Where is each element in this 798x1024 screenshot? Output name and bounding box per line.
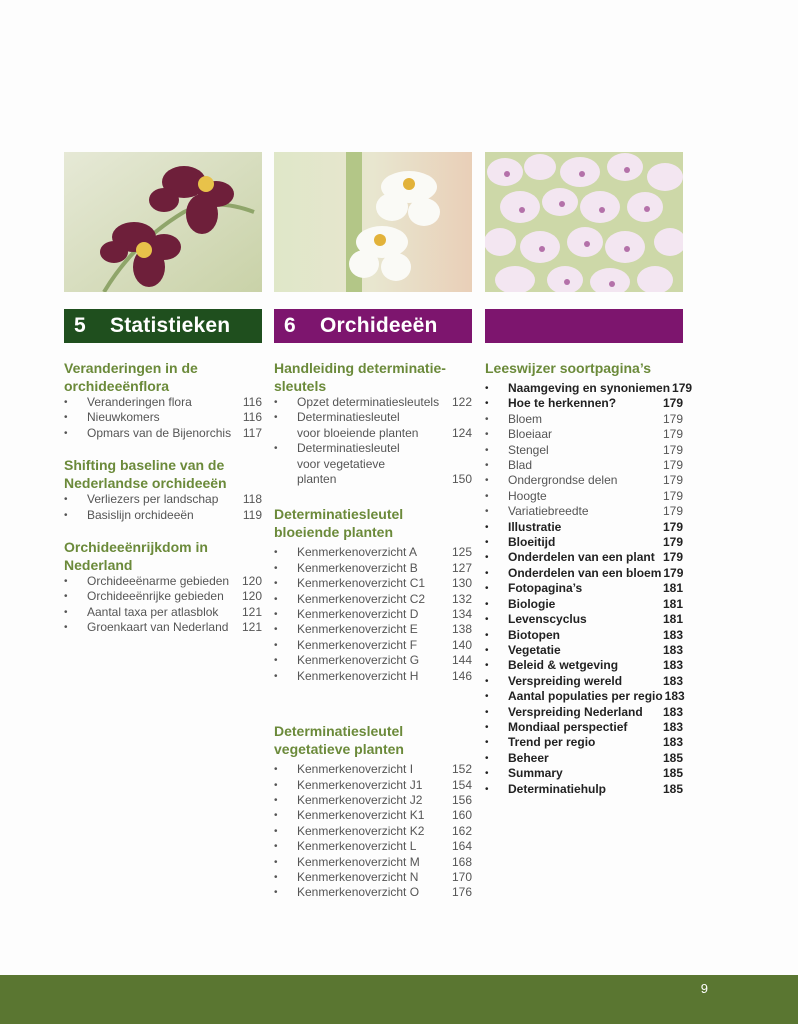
list-item[interactable]: • Kenmerkenoverzicht H 146 <box>274 668 472 683</box>
bullet: • <box>274 578 278 590</box>
list-item[interactable]: • Bloeitijd 179 <box>485 535 683 550</box>
list-item[interactable]: • Beleid & wetgeving 183 <box>485 658 683 673</box>
list-item[interactable]: • Vegetatie 183 <box>485 642 683 657</box>
list-item[interactable]: • Beheer 185 <box>485 750 683 765</box>
list-item[interactable]: • Kenmerkenoverzicht I 152 <box>274 762 472 777</box>
bullet: • <box>274 547 278 559</box>
photo-white-orchid <box>274 152 472 292</box>
bullet: • <box>274 443 278 455</box>
list-item[interactable]: • Naamgeving en synoniemen 179 <box>485 381 693 395</box>
bullet: • <box>274 593 278 605</box>
section-title[interactable]: Determinatiesleutel vegetatieve planten <box>274 723 404 758</box>
toc-section <box>485 359 693 797</box>
list-item[interactable]: • Kenmerkenoverzicht K2 162 <box>274 823 472 838</box>
chapter-band <box>274 309 472 343</box>
photo-dark-red-orchid <box>64 152 262 292</box>
bullet: • <box>274 624 278 636</box>
column-statistieken <box>64 152 262 636</box>
bullet: • <box>485 721 489 733</box>
bullet: • <box>274 856 278 868</box>
bullet: • <box>64 576 68 588</box>
list-item[interactable]: • Onderdelen van een bloem 179 <box>485 565 684 580</box>
chapter-number: 5 <box>74 314 86 337</box>
bullet: • <box>274 887 278 899</box>
bullet: • <box>64 494 68 506</box>
list-item[interactable]: • Illustratie 179 <box>485 519 683 534</box>
section-title[interactable]: Veranderingen in de orchideeënflora <box>64 360 198 394</box>
list-item[interactable]: • Determinatiesleutel voor bloeiende planten 124 <box>274 410 472 440</box>
list-item[interactable]: • Stengel 179 <box>485 442 683 457</box>
list-item[interactable]: • Basislijn orchideeën 119 <box>64 507 262 522</box>
list-item[interactable]: • Biologie 181 <box>485 596 683 611</box>
bullet: • <box>485 675 489 687</box>
list-item[interactable]: • Kenmerkenoverzicht N 170 <box>274 869 472 884</box>
column-leeswijzer <box>485 152 693 797</box>
bullet: • <box>64 622 68 634</box>
list-item[interactable]: • Orchideeënarme gebieden 120 <box>64 574 262 589</box>
list-item[interactable]: • Kenmerkenoverzicht D 134 <box>274 607 472 622</box>
bullet: • <box>485 691 489 703</box>
list-item[interactable]: • Ondergrondse delen 179 <box>485 473 683 488</box>
list-item[interactable]: • Kenmerkenoverzicht A 125 <box>274 545 472 560</box>
list-item[interactable]: • Orchideeënrijke gebieden 120 <box>64 589 262 604</box>
list-item[interactable]: • Fotopagina’s 181 <box>485 581 683 596</box>
list-item[interactable]: • Determinatiesleutel voor vegetatieve planten 150 <box>274 441 472 487</box>
list-item[interactable]: • Bloeiaar 179 <box>485 427 683 442</box>
list-item[interactable]: • Kenmerkenoverzicht F 140 <box>274 637 472 652</box>
bullet: • <box>485 475 489 487</box>
chapter-number: 6 <box>284 314 296 337</box>
list-item[interactable]: • Kenmerkenoverzicht E 138 <box>274 622 472 637</box>
bullet: • <box>64 412 68 424</box>
list-item[interactable]: • Determinatiehulp 185 <box>485 781 683 796</box>
bullet: • <box>485 552 489 564</box>
column-orchideeen <box>274 152 472 901</box>
list-item[interactable]: • Mondiaal perspectief 183 <box>485 719 683 734</box>
bullet: • <box>485 583 489 595</box>
list-item[interactable]: • Nieuwkomers 116 <box>64 410 262 425</box>
bullet: • <box>274 841 278 853</box>
bullet: • <box>274 794 278 806</box>
list-item[interactable]: • Bloem 179 <box>485 411 683 426</box>
section-title[interactable]: Shifting baseline van de Nederlandse orchideeën <box>64 457 227 492</box>
bullet: • <box>485 752 489 764</box>
list-item[interactable]: • Kenmerkenoverzicht J2 156 <box>274 792 472 807</box>
list-item[interactable]: • Kenmerkenoverzicht M 168 <box>274 854 472 869</box>
bullet: • <box>274 655 278 667</box>
list-item[interactable]: • Kenmerkenoverzicht C2 132 <box>274 591 472 606</box>
list-item[interactable]: • Onderdelen van een plant 179 <box>485 550 683 565</box>
photo-pink-spotted-orchid <box>485 152 683 292</box>
list-item[interactable]: • Kenmerkenoverzicht K1 160 <box>274 808 472 823</box>
chapter-band <box>485 309 683 343</box>
list-item[interactable]: • Verspreiding Nederland 183 <box>485 704 683 719</box>
bullet: • <box>274 810 278 822</box>
bullet: • <box>485 660 489 672</box>
bullet: • <box>485 614 489 626</box>
bullet: • <box>64 427 68 439</box>
list-item[interactable]: • Kenmerkenoverzicht G 144 <box>274 653 472 668</box>
section-title[interactable]: Handleiding determinatie-sleutels <box>274 360 446 394</box>
section-title[interactable]: Leeswijzer soortpagina’s <box>485 360 651 376</box>
list-item[interactable]: • Kenmerkenoverzicht L 164 <box>274 839 472 854</box>
toc-section <box>274 722 472 901</box>
page-footer <box>0 975 798 1024</box>
bullet: • <box>485 490 489 502</box>
bullet: • <box>485 768 489 780</box>
list-item[interactable]: • Aantal populaties per regio 183 <box>485 689 685 704</box>
list-item[interactable]: • Kenmerkenoverzicht B 127 <box>274 560 472 575</box>
bullet: • <box>274 779 278 791</box>
bullet: • <box>485 521 489 533</box>
list-item[interactable]: • Veranderingen flora 116 <box>64 395 262 409</box>
bullet: • <box>485 783 489 795</box>
bullet: • <box>485 444 489 456</box>
bullet: • <box>274 670 278 682</box>
bullet: • <box>485 460 489 472</box>
list-item[interactable]: • Biotopen 183 <box>485 627 683 642</box>
list-item[interactable]: • Opzet determinatiesleutels 122 <box>274 395 472 409</box>
leeswijzer-list <box>485 381 693 797</box>
chapter-band <box>64 309 262 343</box>
list-item[interactable]: • Hoe te herkennen? 179 <box>485 396 683 411</box>
list-item[interactable]: • Levenscyclus 181 <box>485 612 683 627</box>
list-item[interactable]: • Trend per regio 183 <box>485 735 683 750</box>
section-title[interactable]: Determinatiesleutel bloeiende planten <box>274 506 404 541</box>
list-item[interactable]: • Blad 179 <box>485 458 683 473</box>
bullet: • <box>485 398 489 410</box>
chapter-title: Orchideeën <box>320 314 438 337</box>
chapter-title: Statistieken <box>110 314 231 337</box>
list-item[interactable]: • Verspreiding wereld 183 <box>485 673 683 688</box>
bullet: • <box>274 764 278 776</box>
bullet: • <box>64 591 68 603</box>
section-title[interactable]: Orchideeënrijkdom in Nederland <box>64 539 208 574</box>
toc-section <box>64 538 262 636</box>
list-item[interactable]: • Aantal taxa per atlasblok 121 <box>64 604 262 619</box>
list-item[interactable]: • Kenmerkenoverzicht J1 154 <box>274 777 472 792</box>
list-item[interactable]: • Summary 185 <box>485 766 683 781</box>
bullet: • <box>274 871 278 883</box>
bullet: • <box>64 397 68 408</box>
bullet: • <box>485 706 489 718</box>
list-item[interactable]: • Groenkaart van Nederland 121 <box>64 620 262 635</box>
page-number: 9 <box>700 981 708 996</box>
bullet: • <box>485 383 489 394</box>
bullet: • <box>485 537 489 549</box>
toc-section <box>274 359 472 487</box>
toc-section <box>64 456 262 523</box>
bullet: • <box>485 429 489 441</box>
list-item[interactable]: • Hoogte 179 <box>485 488 683 503</box>
bullet: • <box>485 413 489 425</box>
bullet: • <box>64 606 68 618</box>
list-item[interactable]: • Kenmerkenoverzicht C1 130 <box>274 576 472 591</box>
list-item[interactable]: • Verliezers per landschap 118 <box>64 492 262 507</box>
bullet: • <box>485 629 489 641</box>
toc-section <box>64 359 262 441</box>
bullet: • <box>485 737 489 749</box>
list-item[interactable]: • Kenmerkenoverzicht O 176 <box>274 885 472 900</box>
bullet: • <box>274 609 278 621</box>
bullet: • <box>485 644 489 656</box>
toc-section <box>274 505 472 684</box>
bullet: • <box>485 598 489 610</box>
bullet: • <box>274 562 278 574</box>
bullet: • <box>485 567 489 579</box>
list-item[interactable]: • Opmars van de Bijenorchis 117 <box>64 425 262 440</box>
bullet: • <box>274 825 278 837</box>
bullet: • <box>274 639 278 651</box>
bullet: • <box>274 397 278 408</box>
bullet: • <box>274 412 278 424</box>
bullet: • <box>485 506 489 518</box>
list-item[interactable]: • Variatiebreedte 179 <box>485 504 683 519</box>
bullet: • <box>64 509 68 521</box>
